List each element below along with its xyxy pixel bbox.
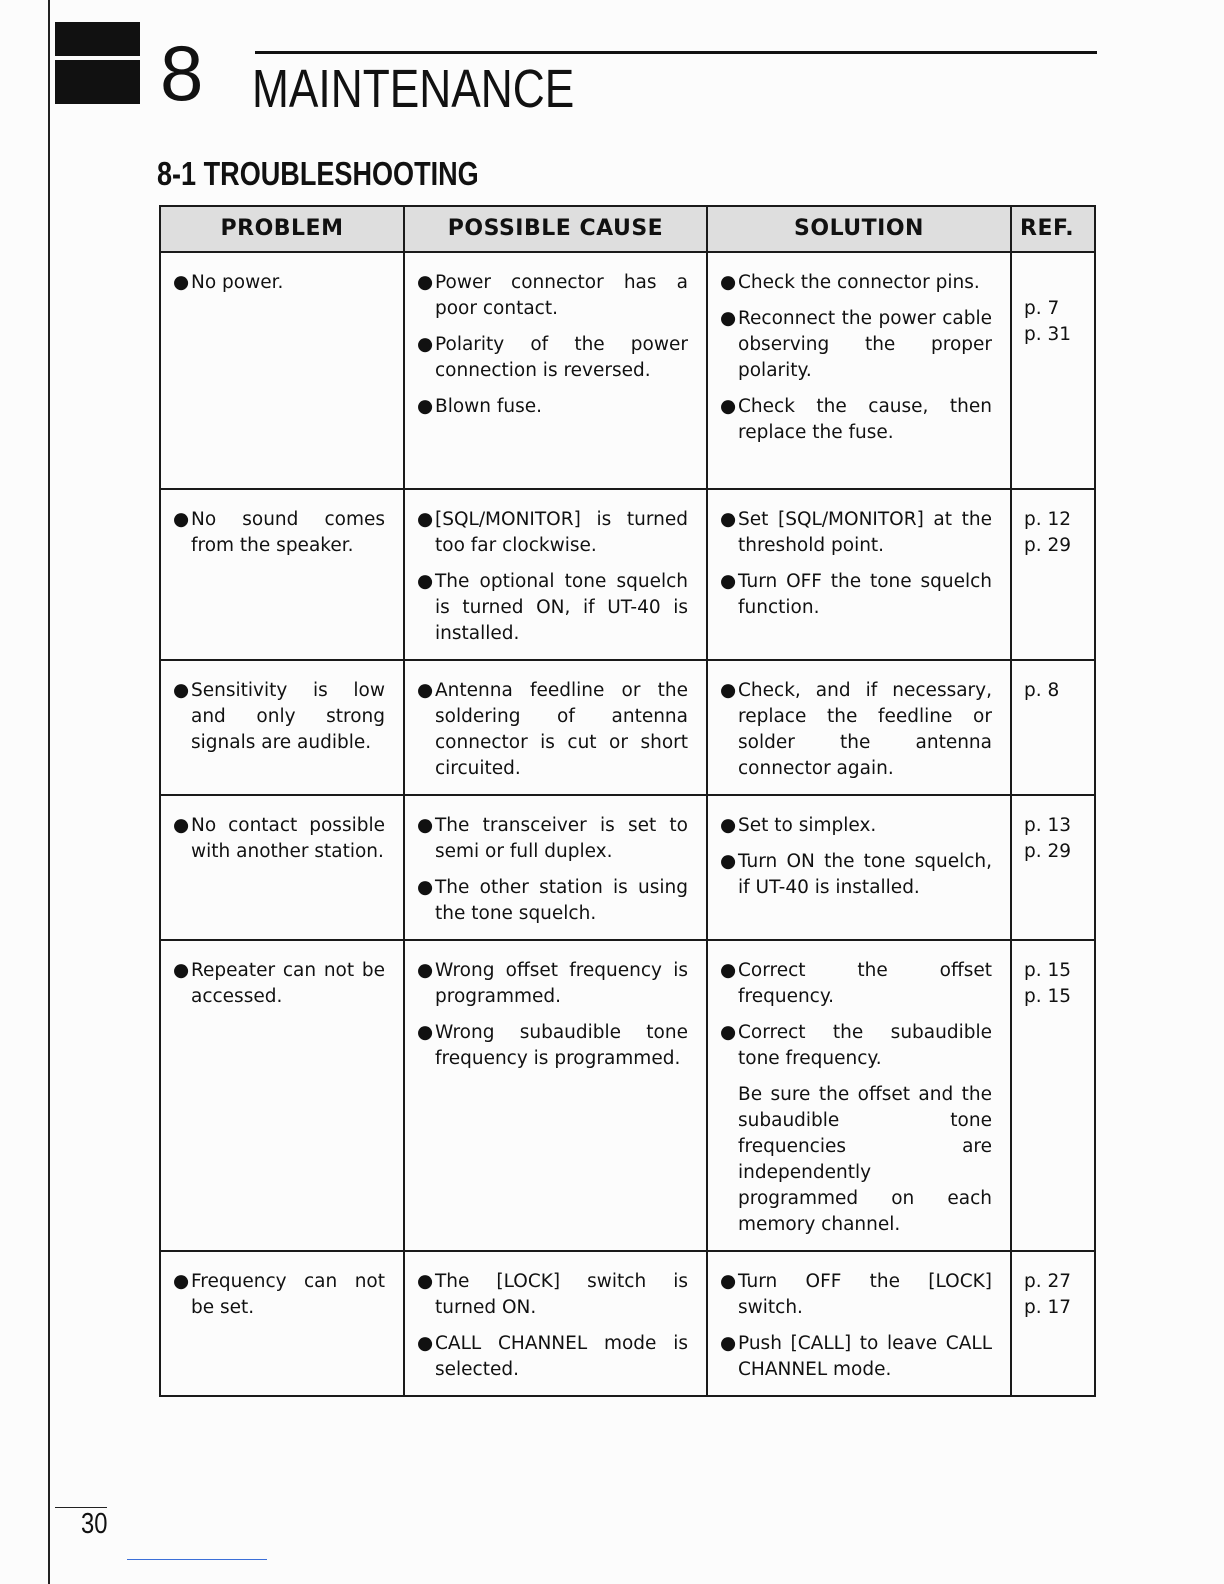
problem-content bbox=[161, 253, 403, 308]
chapter-tab-block-top bbox=[55, 22, 140, 56]
solution-cell bbox=[707, 940, 1011, 1251]
problem-item bbox=[173, 813, 385, 865]
solution-content bbox=[708, 941, 1010, 1250]
ref-content bbox=[1012, 661, 1094, 716]
bullet-icon: ● bbox=[720, 509, 737, 530]
cause-item bbox=[417, 678, 688, 782]
item-text: Power connector has a poor contact. bbox=[435, 272, 688, 319]
cause-cell bbox=[404, 940, 707, 1251]
header-rule bbox=[255, 51, 1097, 54]
solution-item bbox=[720, 394, 992, 446]
solution-note: Be sure the offset and the subaudible tone frequencies are independently programmed on each memory channel. bbox=[738, 1084, 992, 1235]
ref-page: p. 7 bbox=[1024, 298, 1060, 319]
item-text: Check the cause, then replace the fuse. bbox=[738, 396, 992, 443]
item-text: Set [SQL/MONITOR] at the threshold point. bbox=[738, 509, 992, 556]
item-text: The optional tone squelch is turned ON, if UT-40 is installed. bbox=[435, 571, 688, 644]
solution-cell bbox=[707, 1251, 1011, 1396]
header-ref: REF. bbox=[1011, 206, 1095, 252]
cause-cell bbox=[404, 1251, 707, 1396]
bullet-icon: ● bbox=[720, 815, 737, 836]
cause-cell bbox=[404, 795, 707, 940]
bullet-icon: ● bbox=[720, 680, 737, 701]
bullet-icon: ● bbox=[173, 1271, 190, 1292]
solution-item bbox=[720, 958, 992, 1010]
problem-cell bbox=[160, 252, 404, 489]
problem-item bbox=[173, 270, 385, 296]
ref-page: p. 29 bbox=[1024, 841, 1072, 862]
item-text: Push [CALL] to leave CALL CHANNEL mode. bbox=[738, 1333, 992, 1380]
problem-cell bbox=[160, 795, 404, 940]
ref-cell bbox=[1011, 940, 1095, 1251]
cause-item bbox=[417, 569, 688, 647]
troubleshooting-table bbox=[159, 205, 1096, 1397]
item-text: Check the connector pins. bbox=[738, 272, 980, 293]
header-possible-cause: POSSIBLE CAUSE bbox=[404, 206, 707, 252]
item-text: Wrong offset frequency is programmed. bbox=[435, 960, 688, 1007]
bullet-icon: ● bbox=[417, 334, 434, 355]
ref-page: p. 29 bbox=[1024, 535, 1072, 556]
problem-content bbox=[161, 796, 403, 877]
solution-content bbox=[708, 490, 1010, 633]
item-text: The [LOCK] switch is turned ON. bbox=[435, 1271, 688, 1318]
bullet-icon: ● bbox=[720, 1022, 737, 1043]
bullet-icon: ● bbox=[720, 308, 737, 329]
bullet-icon: ● bbox=[173, 960, 190, 981]
cause-item bbox=[417, 1269, 688, 1321]
solution-item bbox=[720, 813, 992, 839]
ref-content bbox=[1012, 490, 1094, 571]
bullet-icon: ● bbox=[720, 1271, 737, 1292]
bullet-icon: ● bbox=[720, 272, 737, 293]
bullet-icon: ● bbox=[720, 396, 737, 417]
problem-content bbox=[161, 490, 403, 571]
cause-content bbox=[405, 661, 706, 794]
bullet-icon: ● bbox=[720, 851, 737, 872]
page-number: 30 bbox=[81, 1508, 108, 1540]
solution-item bbox=[720, 306, 992, 384]
bullet-icon: ● bbox=[720, 571, 737, 592]
item-text: Frequency can not be set. bbox=[191, 1271, 385, 1318]
bullet-icon: ● bbox=[720, 1333, 737, 1354]
solution-content bbox=[708, 1252, 1010, 1395]
cause-item bbox=[417, 958, 688, 1010]
bullet-icon: ● bbox=[417, 815, 434, 836]
item-text: Turn ON the tone squelch, if UT-40 is installed. bbox=[738, 851, 992, 898]
cause-item bbox=[417, 507, 688, 559]
cause-item bbox=[417, 875, 688, 927]
item-text: Correct the subaudible tone frequency. bbox=[738, 1022, 992, 1069]
ref-page: p. 15 bbox=[1024, 960, 1072, 981]
solution-content bbox=[708, 796, 1010, 913]
table-row bbox=[160, 940, 1095, 1251]
table-row bbox=[160, 795, 1095, 940]
cause-item bbox=[417, 270, 688, 322]
cause-item bbox=[417, 1331, 688, 1383]
cause-cell bbox=[404, 489, 707, 660]
solution-cell bbox=[707, 252, 1011, 489]
ref-page: p. 8 bbox=[1024, 680, 1060, 701]
table-row bbox=[160, 660, 1095, 795]
item-text: Repeater can not be accessed. bbox=[191, 960, 385, 1007]
bullet-icon: ● bbox=[417, 571, 434, 592]
cause-content bbox=[405, 253, 706, 432]
chapter-number: 8 bbox=[160, 29, 204, 117]
solution-item bbox=[720, 507, 992, 559]
table-row bbox=[160, 1251, 1095, 1396]
cause-content bbox=[405, 796, 706, 939]
problem-content bbox=[161, 661, 403, 768]
ref-page: p. 27 bbox=[1024, 1271, 1072, 1292]
ref-cell bbox=[1011, 252, 1095, 489]
section-title: 8-1 TROUBLESHOOTING bbox=[157, 155, 479, 192]
item-text: No power. bbox=[191, 272, 284, 293]
item-text: Turn OFF the [LOCK] switch. bbox=[738, 1271, 992, 1318]
solution-item bbox=[720, 849, 992, 901]
ref-page: p. 12 bbox=[1024, 509, 1072, 530]
bullet-icon: ● bbox=[720, 960, 737, 981]
solution-content bbox=[708, 661, 1010, 794]
cause-item bbox=[417, 332, 688, 384]
solution-item bbox=[720, 1020, 992, 1072]
item-text: Check, and if necessary, replace the feedline or solder the antenna connector again. bbox=[738, 680, 992, 779]
ref-page: p. 13 bbox=[1024, 815, 1072, 836]
scan-artifact-line bbox=[127, 1559, 267, 1560]
ref-page: p. 15 bbox=[1024, 986, 1072, 1007]
table-header-row bbox=[160, 206, 1095, 252]
left-margin-rule bbox=[48, 0, 50, 1584]
table-row bbox=[160, 489, 1095, 660]
item-text: Wrong subaudible tone frequency is programmed. bbox=[435, 1022, 688, 1069]
solution-cell bbox=[707, 489, 1011, 660]
problem-cell bbox=[160, 1251, 404, 1396]
table-row bbox=[160, 252, 1095, 489]
bullet-icon: ● bbox=[417, 680, 434, 701]
ref-content bbox=[1012, 941, 1094, 1022]
problem-cell bbox=[160, 489, 404, 660]
bullet-icon: ● bbox=[417, 1271, 434, 1292]
header-solution: SOLUTION bbox=[707, 206, 1011, 252]
header-problem: PROBLEM bbox=[160, 206, 404, 252]
ref-page: p. 17 bbox=[1024, 1297, 1072, 1318]
item-text: Blown fuse. bbox=[435, 396, 543, 417]
item-text: No contact possible with another station. bbox=[191, 815, 385, 862]
problem-cell bbox=[160, 940, 404, 1251]
solution-item bbox=[720, 1269, 992, 1321]
item-text: [SQL/MONITOR] is turned too far clockwise. bbox=[435, 509, 688, 556]
bullet-icon: ● bbox=[417, 1333, 434, 1354]
bullet-icon: ● bbox=[417, 877, 434, 898]
ref-content bbox=[1012, 253, 1094, 360]
cause-cell bbox=[404, 660, 707, 795]
solution-item bbox=[720, 569, 992, 621]
solution-item bbox=[720, 678, 992, 782]
bullet-icon: ● bbox=[173, 272, 190, 293]
item-text: The transceiver is set to semi or full duplex. bbox=[435, 815, 688, 862]
ref-page: p. 31 bbox=[1024, 324, 1072, 345]
problem-item bbox=[173, 507, 385, 559]
chapter-tab-block-bottom bbox=[55, 60, 140, 104]
item-text: The other station is using the tone squelch. bbox=[435, 877, 688, 924]
problem-item bbox=[173, 958, 385, 1010]
cause-content bbox=[405, 941, 706, 1084]
cause-item bbox=[417, 1020, 688, 1072]
item-text: Antenna feedline or the soldering of antenna connector is cut or short circuited. bbox=[435, 680, 688, 779]
cause-content bbox=[405, 1252, 706, 1395]
ref-cell bbox=[1011, 489, 1095, 660]
problem-content bbox=[161, 1252, 403, 1333]
solution-cell bbox=[707, 660, 1011, 795]
bullet-icon: ● bbox=[417, 1022, 434, 1043]
solution-cell bbox=[707, 795, 1011, 940]
ref-cell bbox=[1011, 660, 1095, 795]
cause-item bbox=[417, 394, 688, 420]
problem-content bbox=[161, 941, 403, 1022]
ref-content bbox=[1012, 1252, 1094, 1333]
problem-item bbox=[173, 1269, 385, 1321]
item-text: CALL CHANNEL mode is selected. bbox=[435, 1333, 688, 1380]
bullet-icon: ● bbox=[173, 680, 190, 701]
problem-item bbox=[173, 678, 385, 756]
bullet-icon: ● bbox=[417, 509, 434, 530]
item-text: Turn OFF the tone squelch function. bbox=[738, 571, 992, 618]
bullet-icon: ● bbox=[173, 815, 190, 836]
solution-item bbox=[720, 270, 992, 296]
cause-cell bbox=[404, 252, 707, 489]
chapter-title: MAINTENANCE bbox=[252, 59, 575, 119]
ref-content bbox=[1012, 796, 1094, 877]
item-text: Polarity of the power connection is reversed. bbox=[435, 334, 688, 381]
problem-cell bbox=[160, 660, 404, 795]
ref-cell bbox=[1011, 1251, 1095, 1396]
bullet-icon: ● bbox=[173, 509, 190, 530]
item-text: Correct the offset frequency. bbox=[738, 960, 992, 1007]
bullet-icon: ● bbox=[417, 396, 434, 417]
solution-content bbox=[708, 253, 1010, 458]
cause-item bbox=[417, 813, 688, 865]
cause-content bbox=[405, 490, 706, 659]
item-text: Sensitivity is low and only strong signals are audible. bbox=[191, 680, 385, 753]
ref-page bbox=[1024, 270, 1086, 296]
item-text: Set to simplex. bbox=[738, 815, 877, 836]
bullet-icon: ● bbox=[417, 272, 434, 293]
item-text: Reconnect the power cable observing the proper polarity. bbox=[738, 308, 992, 381]
ref-cell bbox=[1011, 795, 1095, 940]
item-text: No sound comes from the speaker. bbox=[191, 509, 385, 556]
bullet-icon: ● bbox=[417, 960, 434, 981]
solution-item bbox=[720, 1331, 992, 1383]
